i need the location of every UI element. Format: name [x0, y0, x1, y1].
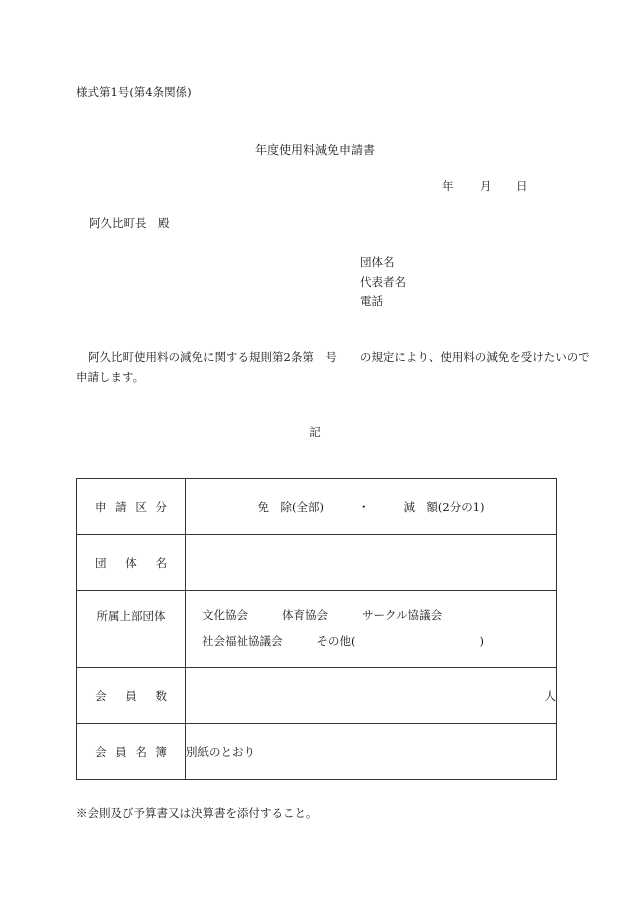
value-affiliation — [186, 591, 557, 668]
label-char: 名 — [155, 555, 167, 570]
label-group-name — [77, 535, 186, 591]
date-month: 月 — [480, 179, 492, 193]
phone-label: 電話 — [360, 294, 383, 308]
date-line — [0, 178, 630, 194]
label-char: 数 — [155, 688, 167, 703]
label-char: 請 — [115, 499, 127, 514]
label-char: 分 — [155, 499, 167, 514]
label-char: 会 — [95, 688, 107, 703]
option-half-reduction[interactable]: 減 額(2分の1) — [403, 499, 485, 514]
label-char: 簿 — [155, 744, 167, 759]
attachment-note: ※会則及び予算書又は決算書を添付すること。 — [76, 806, 318, 820]
member-count-field[interactable] — [186, 668, 557, 724]
applicant-block — [360, 253, 406, 312]
option-full-exemption[interactable]: 免 除(全部) — [257, 499, 324, 514]
org-name-label: 団体名 — [360, 255, 395, 269]
option-other-close: ) — [479, 634, 484, 648]
label-char: 体 — [125, 555, 137, 570]
application-table — [76, 478, 557, 780]
affiliation-row-1 — [202, 602, 556, 628]
form-number: 様式第1号(第4条関係) — [76, 85, 192, 99]
member-count-unit: 人 — [544, 688, 556, 703]
option-circle-council[interactable]: サークル協議会 — [362, 608, 443, 622]
label-char: 申 — [95, 499, 107, 514]
date-year: 年 — [442, 179, 454, 193]
label-text: 所属上部団体 — [96, 609, 166, 623]
row-member-roster — [77, 724, 557, 780]
representative-label: 代表者名 — [360, 274, 406, 289]
label-char: 区 — [135, 499, 147, 514]
value-application-category — [186, 479, 557, 535]
row-member-count — [77, 668, 557, 724]
label-member-roster — [77, 724, 186, 780]
label-char: 会 — [95, 744, 107, 759]
option-culture-association[interactable]: 文化協会 — [202, 608, 248, 622]
body-text-content: 阿久比町使用料の減免に関する規則第2条第 号 の規定により、使用料の減免を受けたいので申請します。 — [76, 350, 590, 384]
body-text — [76, 347, 596, 387]
page-title: 年度使用料減免申請書 — [254, 143, 375, 157]
label-affiliation — [77, 591, 186, 668]
label-application-category — [77, 479, 186, 535]
option-sports-association[interactable]: 体育協会 — [282, 608, 328, 622]
addressee: 阿久比町長 殿 — [89, 216, 170, 230]
label-char: 員 — [115, 744, 127, 759]
row-affiliation — [77, 591, 557, 668]
option-other-open[interactable]: その他( — [316, 634, 356, 648]
group-name-field[interactable] — [186, 535, 557, 591]
label-member-count — [77, 668, 186, 724]
row-group-name — [77, 535, 557, 591]
member-roster-value: 別紙のとおり — [186, 724, 557, 780]
ki-heading: 記 — [309, 425, 321, 439]
row-application-category — [77, 479, 557, 535]
date-day: 日 — [516, 179, 528, 193]
label-char: 名 — [135, 744, 147, 759]
label-char: 員 — [125, 688, 137, 703]
option-separator: ・ — [357, 499, 370, 514]
affiliation-row-2 — [202, 628, 556, 654]
option-social-welfare-council[interactable]: 社会福祉協議会 — [202, 634, 283, 648]
label-char: 団 — [95, 555, 107, 570]
